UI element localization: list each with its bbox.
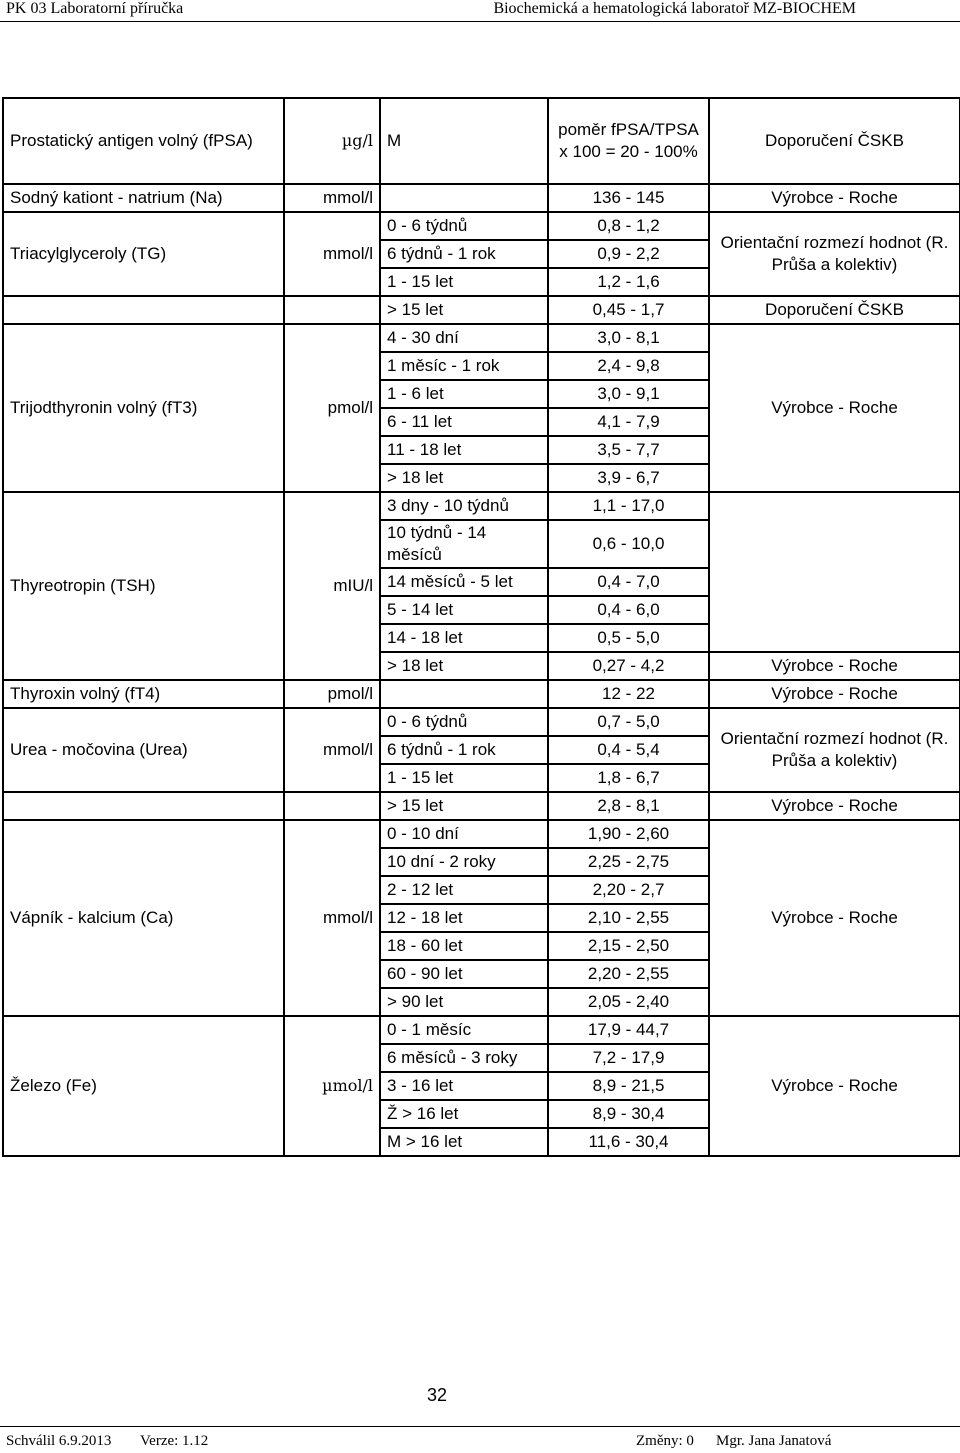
age-group: 1 - 6 let [380,380,548,408]
analyte-unit: mmol/l [284,212,380,296]
reference-range: 0,27 - 4,2 [548,652,709,680]
reference-range: 3,9 - 6,7 [548,464,709,492]
range-source: Výrobce - Roche [709,1016,960,1156]
age-group: > 15 let [380,296,548,324]
age-group: 1 měsíc - 1 rok [380,352,548,380]
reference-range: 1,2 - 1,6 [548,268,709,296]
age-group: 5 - 14 let [380,596,548,624]
footer-changes: Změny: 0 [636,1433,694,1449]
age-group: M > 16 let [380,1128,548,1156]
reference-range: 3,0 - 8,1 [548,324,709,352]
reference-range: 17,9 - 44,7 [548,1016,709,1044]
reference-range: 1,90 - 2,60 [548,820,709,848]
reference-range: 2,05 - 2,40 [548,988,709,1016]
age-group: 10 dní - 2 roky [380,848,548,876]
age-group: 6 týdnů - 1 rok [380,736,548,764]
range-source: Doporučení ČSKB [709,296,960,324]
reference-range: 11,6 - 30,4 [548,1128,709,1156]
age-group: > 90 let [380,988,548,1016]
page-number: 32 [427,1385,448,1405]
reference-values-table [2,97,960,1157]
reference-range: 0,4 - 5,4 [548,736,709,764]
page-header [0,0,960,20]
age-group: 3 - 16 let [380,1072,548,1100]
age-group: M [380,98,548,184]
analyte-name: Thyroxin volný (fT4) [3,680,284,708]
analyte-name: Urea - močovina (Urea) [3,708,284,792]
age-group: 1 - 15 let [380,764,548,792]
age-group: 14 - 18 let [380,624,548,652]
age-group: > 18 let [380,652,548,680]
range-source: Výrobce - Roche [709,820,960,1016]
age-group [380,184,548,212]
analyte-name: Vápník - kalcium (Ca) [3,820,284,1016]
analyte-name: Železo (Fe) [3,1016,284,1156]
reference-range: 0,6 - 10,0 [548,520,709,568]
reference-range: 2,8 - 8,1 [548,792,709,820]
analyte-unit: mmol/l [284,820,380,1016]
age-group: > 18 let [380,464,548,492]
range-source: Výrobce - Roche [709,680,960,708]
age-group [380,680,548,708]
age-group: 0 - 1 měsíc [380,1016,548,1044]
range-source: Výrobce - Roche [709,792,960,820]
reference-range: 2,20 - 2,55 [548,960,709,988]
age-group: 4 - 30 dní [380,324,548,352]
reference-range: 1,8 - 6,7 [548,764,709,792]
analyte-name: Triacylglyceroly (TG) [3,212,284,296]
reference-range: 2,20 - 2,7 [548,876,709,904]
table-row [3,492,960,520]
range-source: Výrobce - Roche [709,652,960,680]
footer-version: Verze: 1.12 [140,1433,209,1449]
table-row [3,324,960,352]
reference-range: 3,0 - 9,1 [548,380,709,408]
age-group: 6 týdnů - 1 rok [380,240,548,268]
analyte-name: Trijodthyronin volný (fT3) [3,324,284,492]
analyte-name [3,792,284,820]
reference-range: 0,8 - 1,2 [548,212,709,240]
age-group: 2 - 12 let [380,876,548,904]
table-row [3,1016,960,1044]
age-group: 0 - 6 týdnů [380,212,548,240]
reference-range: 4,1 - 7,9 [548,408,709,436]
reference-range: 2,10 - 2,55 [548,904,709,932]
reference-range: 8,9 - 30,4 [548,1100,709,1128]
analyte-name [3,296,284,324]
age-group: 3 dny - 10 týdnů [380,492,548,520]
table-row [3,820,960,848]
analyte-unit: µmol/l [284,1016,380,1156]
range-source: Výrobce - Roche [709,324,960,492]
reference-range: 7,2 - 17,9 [548,1044,709,1072]
reference-range: 12 - 22 [548,680,709,708]
analyte-unit: pmol/l [284,324,380,492]
reference-range: 136 - 145 [548,184,709,212]
reference-range: 2,15 - 2,50 [548,932,709,960]
header-document-title: PK 03 Laboratorní příručka [6,0,184,17]
analyte-name: Sodný kationt - natrium (Na) [3,184,284,212]
analyte-unit [284,296,380,324]
analyte-unit: mmol/l [284,708,380,792]
reference-range: poměr fPSA/TPSA x 100 = 20 - 100% [548,98,709,184]
reference-range: 8,9 - 21,5 [548,1072,709,1100]
age-group: > 15 let [380,792,548,820]
footer-divider [0,1426,960,1427]
age-group: 1 - 15 let [380,268,548,296]
reference-range: 0,5 - 5,0 [548,624,709,652]
footer-approved: Schválil 6.9.2013 [6,1433,112,1449]
table-row [3,792,960,820]
reference-range: 0,4 - 7,0 [548,568,709,596]
analyte-name: Prostatický antigen volný (fPSA) [3,98,284,184]
reference-range: 1,1 - 17,0 [548,492,709,520]
table-row [3,680,960,708]
age-group: 18 - 60 let [380,932,548,960]
age-group: Ž > 16 let [380,1100,548,1128]
header-laboratory-name: Biochemická a hematologická laboratoř MZ-BIOCHEM [493,0,856,17]
age-group: 12 - 18 let [380,904,548,932]
age-group: 11 - 18 let [380,436,548,464]
reference-range: 0,4 - 6,0 [548,596,709,624]
footer-author: Mgr. Jana Janatová [716,1433,832,1449]
age-group: 10 týdnů - 14 měsíců [380,520,548,568]
range-source: Orientační rozmezí hodnot (R. Průša a kolektiv) [709,212,960,296]
table-row [3,708,960,736]
table-row [3,98,960,184]
analyte-unit: mmol/l [284,184,380,212]
table-row [3,184,960,212]
age-group: 60 - 90 let [380,960,548,988]
reference-range: 3,5 - 7,7 [548,436,709,464]
reference-range: 2,25 - 2,75 [548,848,709,876]
analyte-unit: pmol/l [284,680,380,708]
age-group: 6 - 11 let [380,408,548,436]
analyte-unit: mIU/l [284,492,380,680]
analyte-unit [284,792,380,820]
table-row [3,296,960,324]
reference-range: 0,7 - 5,0 [548,708,709,736]
range-source: Výrobce - Roche [709,184,960,212]
analyte-unit: µg/l [284,98,380,184]
range-source [709,492,960,652]
table-row [3,212,960,240]
age-group: 14 měsíců - 5 let [380,568,548,596]
range-source: Doporučení ČSKB [709,98,960,184]
analyte-name: Thyreotropin (TSH) [3,492,284,680]
header-divider [0,21,960,22]
age-group: 0 - 10 dní [380,820,548,848]
reference-range: 0,9 - 2,2 [548,240,709,268]
age-group: 0 - 6 týdnů [380,708,548,736]
age-group: 6 měsíců - 3 roky [380,1044,548,1072]
reference-range: 2,4 - 9,8 [548,352,709,380]
reference-range: 0,45 - 1,7 [548,296,709,324]
range-source: Orientační rozmezí hodnot (R. Průša a kolektiv) [709,708,960,792]
